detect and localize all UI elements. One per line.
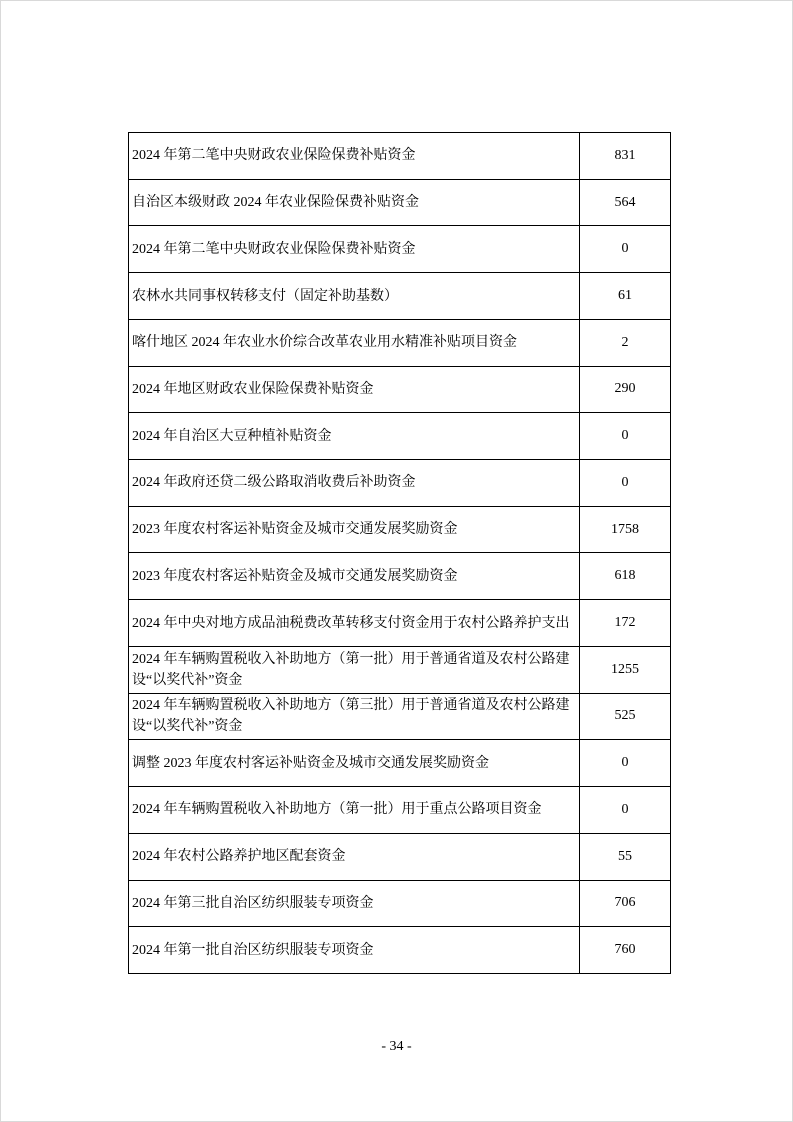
fund-name-cell: 2024 年农村公路养护地区配套资金 — [129, 834, 580, 880]
fund-amount-cell: 525 — [614, 708, 636, 724]
table-row — [129, 881, 670, 928]
fund-name-cell: 2024 年第二笔中央财政农业保险保费补贴资金 — [129, 226, 580, 272]
table-row — [129, 460, 670, 507]
fund-name-cell: 2023 年度农村客运补贴资金及城市交通发展奖励资金 — [129, 507, 580, 553]
table-row — [129, 133, 670, 180]
fund-amount-cell: 831 — [614, 147, 636, 163]
fund-amount-cell: 564 — [614, 194, 636, 210]
table-row — [129, 367, 670, 414]
table-row — [129, 226, 670, 273]
fund-amount-cell: 290 — [614, 381, 636, 397]
fund-amount-cell: 2 — [621, 334, 629, 350]
table-row — [129, 927, 670, 973]
table-row — [129, 180, 670, 227]
fund-amount-cell: 172 — [614, 615, 636, 631]
fund-name-cell: 2024 年第二笔中央财政农业保险保费补贴资金 — [129, 133, 580, 179]
fund-amount-cell: 0 — [621, 474, 629, 490]
table-row — [129, 740, 670, 787]
fund-amount-cell: 706 — [614, 895, 636, 911]
table-row — [129, 320, 670, 367]
table-row — [129, 413, 670, 460]
fund-amount-cell: 55 — [618, 848, 632, 864]
fund-name-cell: 2023 年度农村客运补贴资金及城市交通发展奖励资金 — [129, 553, 580, 599]
fund-amount-cell: 0 — [621, 241, 629, 257]
page-number: - 34 - — [381, 1039, 412, 1054]
table-row — [129, 834, 670, 881]
fund-name-cell: 2024 年车辆购置税收入补助地方（第一批）用于普通省道及农村公路建设“以奖代补”资金 — [129, 647, 580, 693]
fund-amount-cell: 618 — [614, 568, 636, 584]
fund-name-cell: 2024 年车辆购置税收入补助地方（第三批）用于普通省道及农村公路建设“以奖代补”资金 — [129, 694, 580, 740]
fund-name-cell: 2024 年自治区大豆种植补贴资金 — [129, 413, 580, 459]
table-row — [129, 553, 670, 600]
fund-name-cell: 喀什地区 2024 年农业水价综合改革农业用水精准补贴项目资金 — [129, 320, 580, 366]
fund-amount-cell: 61 — [618, 288, 632, 304]
fund-name-cell: 调整 2023 年度农村客运补贴资金及城市交通发展奖励资金 — [129, 740, 580, 786]
fund-name-cell: 自治区本级财政 2024 年农业保险保费补贴资金 — [129, 180, 580, 226]
fund-name-cell: 2024 年第三批自治区纺织服装专项资金 — [129, 881, 580, 927]
fund-name-cell: 农林水共同事权转移支付（固定补助基数） — [129, 273, 580, 319]
table-row — [129, 694, 670, 741]
fund-name-cell: 2024 年车辆购置税收入补助地方（第一批）用于重点公路项目资金 — [129, 787, 580, 833]
table-row — [129, 787, 670, 834]
fund-amount-cell: 0 — [621, 428, 629, 444]
table-row — [129, 600, 670, 647]
fund-amount-cell: 0 — [621, 755, 629, 771]
fund-amount-cell: 1758 — [611, 521, 639, 537]
fund-amount-cell: 1255 — [611, 661, 639, 677]
table-row — [129, 507, 670, 554]
fund-amount-cell: 0 — [621, 801, 629, 817]
table-row — [129, 647, 670, 694]
fund-amount-cell: 760 — [614, 942, 636, 958]
table-row — [129, 273, 670, 320]
funds-table — [128, 132, 671, 974]
fund-name-cell: 2024 年第一批自治区纺织服装专项资金 — [129, 927, 580, 973]
fund-name-cell: 2024 年政府还贷二级公路取消收费后补助资金 — [129, 460, 580, 506]
fund-name-cell: 2024 年中央对地方成品油税费改革转移支付资金用于农村公路养护支出 — [129, 600, 580, 646]
fund-name-cell: 2024 年地区财政农业保险保费补贴资金 — [129, 367, 580, 413]
